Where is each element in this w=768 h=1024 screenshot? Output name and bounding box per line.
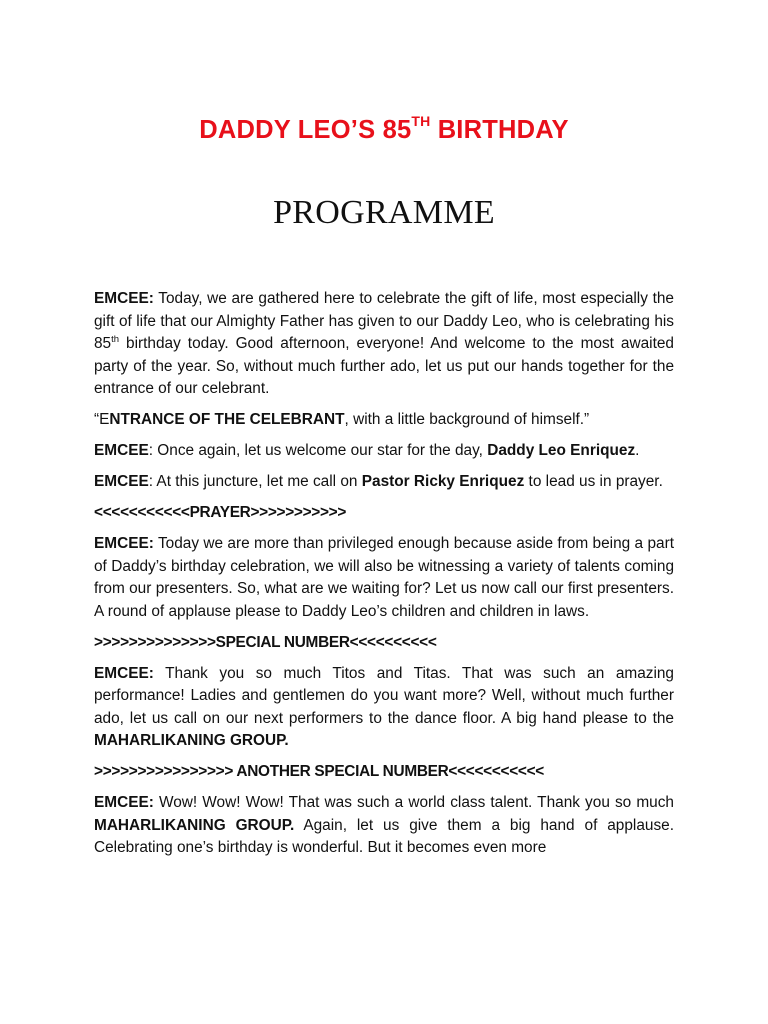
speaker-label: EMCEE: (94, 290, 154, 307)
pastor-name: Pastor Ricky Enriquez (361, 473, 525, 490)
paragraph-text: : At this juncture, let me call on (148, 473, 362, 490)
paragraph-text: , with a little background of himself.” (344, 411, 590, 428)
title-superscript: TH (411, 112, 431, 129)
paragraph-text: Again, let us give them a big hand of applause. Celebrating one’s birthday is wonderful. But it becomes even more (94, 816, 674, 856)
paragraph-welcome (94, 440, 674, 463)
document-title (0, 112, 768, 145)
paragraph-wow (94, 792, 674, 860)
paragraph-pastor (94, 471, 674, 494)
celebrant-name: Daddy Leo Enriquez (487, 442, 636, 459)
entrance-heading: NTRANCE OF THE CELEBRANT (109, 411, 345, 428)
paragraph-text: Thank you so much Titos and Titas. That was such an amazing performance! Ladies and gentlemen do you want more? Well, without much further ado, let us call on our next performers to the dance floor. A big hand please to the (94, 664, 674, 727)
title-main: DADDY LEO’S 85 (199, 116, 412, 144)
group-name: MAHARLIKANING GROUP. (94, 732, 289, 749)
paragraph-presenters (94, 533, 674, 623)
programme-body (94, 288, 674, 868)
paragraph-opening (94, 288, 674, 401)
paragraph-entrance (94, 409, 674, 432)
group-name: MAHARLIKANING GROUP. (94, 816, 295, 834)
paragraph-text: birthday today. Good afternoon, everyone! And welcome to the most awaited party of the year. So, without much further ado, let us put our hands together for the entrance of our celebrant. (94, 335, 674, 397)
special-number-marker: >>>>>>>>>>>>>>SPECIAL NUMBER<<<<<<<<<< (94, 633, 437, 651)
speaker-label: EMCEE: (94, 535, 154, 552)
prayer-marker: <<<<<<<<<<<PRAYER>>>>>>>>>>> (94, 504, 347, 521)
speaker-label: EMCEE: (94, 794, 154, 811)
speaker-label: EMCEE: (94, 664, 154, 682)
speaker-label: EMCEE (94, 442, 149, 459)
paragraph-text: to lead us in prayer. (524, 473, 663, 490)
paragraph-text: . (635, 442, 640, 459)
paragraph-text: Wow! Wow! Wow! That was such a world class talent. Thank you so much (153, 794, 674, 811)
another-special-number-marker: >>>>>>>>>>>>>>>> ANOTHER SPECIAL NUMBER<<<<<<<<<<< (94, 763, 544, 780)
paragraph-thanks (94, 663, 674, 753)
ordinal-superscript: th (111, 334, 120, 345)
paragraph-text: : Once again, let us welcome our star for the day, (148, 442, 488, 459)
paragraph-text: Today, we are gathered here to celebrate the gift of life, most especially the gift of life that our Almighty Father has given to our Daddy Leo, who is celebrating his 85 (94, 290, 674, 352)
speaker-label: EMCEE (94, 473, 149, 490)
document-subtitle: PROGRAMME (273, 194, 495, 231)
paragraph-text: Today we are more than privileged enough because aside from being a part of Daddy’s birthday celebration, we will also be witnessing a variety of talents coming from our presenters. So, what are we waiting for? Let us now call our first presenters. A round of applause please to Daddy Leo’s children and children in laws. (94, 535, 674, 620)
paragraph-text: “E (94, 411, 110, 428)
title-end: BIRTHDAY (430, 116, 569, 144)
